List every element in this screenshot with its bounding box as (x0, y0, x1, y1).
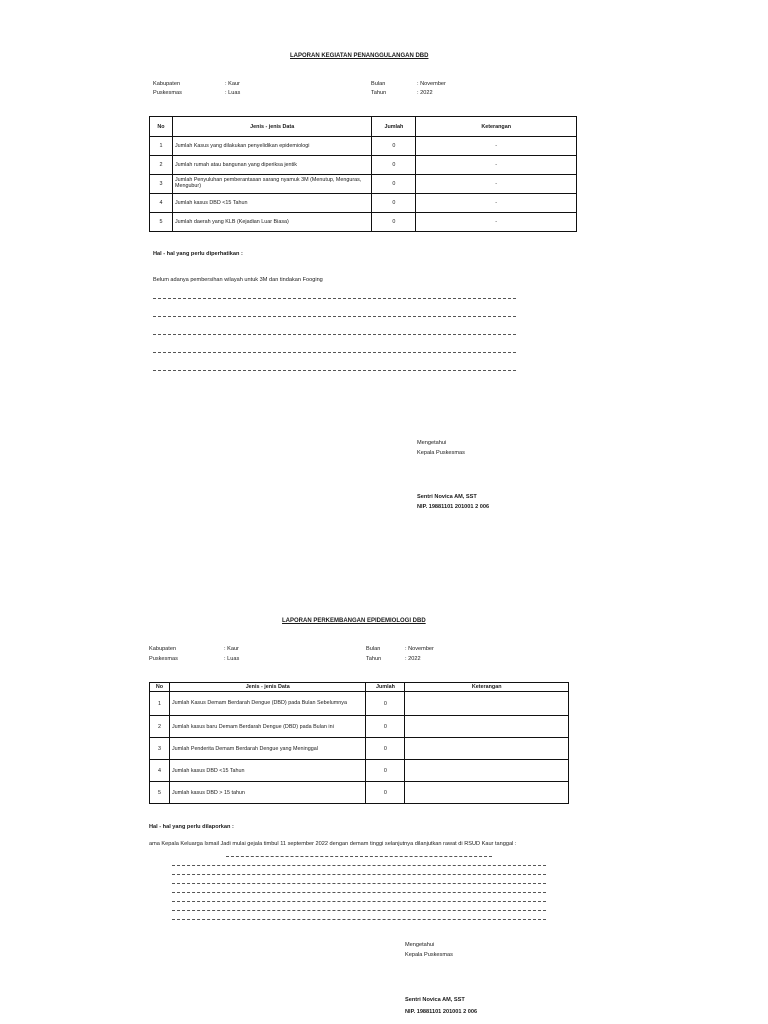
table-row (150, 175, 577, 194)
row-jenis: Jumlah rumah atau bangunan yang diperiksa jentik (172, 156, 371, 175)
row-keterangan: - (416, 156, 577, 175)
header-no: No (150, 117, 173, 137)
bulan-label: Bulan (371, 81, 386, 87)
row-jenis: Jumlah daerah yang KLB (Kejadian Luar Biasa) (172, 213, 371, 232)
signer-name: Sentri Novica AM, SST (417, 494, 477, 500)
puskesmas-value: : Luas (224, 656, 240, 662)
bulan-label: Bulan (366, 646, 381, 652)
notes-heading: Hal - hal yang perlu diperhatikan : (153, 251, 243, 257)
report-1-table (149, 116, 577, 232)
dotted-line (153, 352, 516, 353)
table-row (150, 156, 577, 175)
header-keterangan: Keterangan (416, 117, 577, 137)
row-no: 5 (150, 213, 173, 232)
notes-text: Belum adanya pembersihan wilayah untuk 3M dan tindakan Fooging (153, 277, 323, 283)
sign-kepala-puskesmas: Kepala Puskesmas (405, 952, 453, 958)
table-row (150, 782, 569, 804)
kabupaten-label: Kabupaten (149, 646, 177, 652)
row-keterangan: - (416, 213, 577, 232)
row-jenis: Jumlah kasus baru Demam Berdarah Dengue (DBD) pada Bulan ini (169, 716, 365, 738)
row-jumlah: 0 (372, 137, 416, 156)
dotted-line (172, 901, 546, 902)
report-2-table (149, 682, 569, 804)
report-1-title: LAPORAN KEGIATAN PENANGGULANGAN DBD (290, 53, 429, 59)
report-2-title: LAPORAN PERKEMBANGAN EPIDEMIOLOGI DBD (282, 618, 426, 624)
dotted-line (172, 892, 546, 893)
row-keterangan: - (416, 175, 577, 194)
tahun-label: Tahun (366, 656, 382, 662)
notes-text: ama Kepala Keluarga Ismail Jadi mulai gejala timbul 11 september 2022 dengan demam tinggi selanjutnya dilanjutkan rawat di RSUD Kaur tanggal : (149, 841, 517, 847)
row-jenis: Jumlah kasus DBD <15 Tahun (169, 760, 365, 782)
row-no: 3 (150, 175, 173, 194)
row-jenis: Jumlah Kasus Demam Berdarah Dengue (DBD) pada Bulan Sebelumnya (169, 692, 365, 716)
sign-mengetahui: Mengetahui (417, 440, 447, 446)
bulan-value: : November (405, 646, 434, 652)
kabupaten-value: : Kaur (225, 81, 240, 87)
row-no: 1 (150, 692, 170, 716)
row-jumlah: 0 (366, 760, 405, 782)
table-row (150, 738, 569, 760)
table-row (150, 194, 577, 213)
row-jumlah: 0 (366, 716, 405, 738)
signer-name: Sentri Novica AM, SST (405, 997, 465, 1003)
dotted-line (153, 316, 516, 317)
signer-nip: NIP. 19881101 201001 2 006 (405, 1009, 478, 1015)
row-jenis: Jumlah Kasus yang dilakukan penyelidikan epidemiologi (172, 137, 371, 156)
header-jenis: Jenis - jenis Data (172, 117, 371, 137)
header-jumlah: Jumlah (366, 683, 405, 692)
row-keterangan (405, 738, 569, 760)
dotted-line (172, 919, 546, 920)
dotted-line (172, 865, 546, 866)
row-keterangan (405, 760, 569, 782)
bulan-value: : November (417, 81, 446, 87)
row-keterangan (405, 782, 569, 804)
sign-kepala-puskesmas: Kepala Puskesmas (417, 450, 465, 456)
dotted-line (153, 370, 516, 371)
puskesmas-value: : Luas (225, 90, 241, 96)
tahun-value: : 2022 (405, 656, 421, 662)
kabupaten-label: Kabupaten (153, 81, 181, 87)
row-jumlah: 0 (372, 175, 416, 194)
row-keterangan: - (416, 137, 577, 156)
row-no: 5 (150, 782, 170, 804)
tahun-label: Tahun (371, 90, 387, 96)
table-row (150, 213, 577, 232)
row-no: 3 (150, 738, 170, 760)
row-jenis: Jumlah kasus DBD > 15 tahun (169, 782, 365, 804)
header-jumlah: Jumlah (372, 117, 416, 137)
table-row (150, 137, 577, 156)
notes-heading: Hal - hal yang perlu dilaporkan : (149, 824, 234, 830)
dotted-line (172, 874, 546, 875)
header-no: No (150, 683, 170, 692)
row-jenis: Jumlah kasus DBD <15 Tahun (172, 194, 371, 213)
row-keterangan (405, 692, 569, 716)
row-jumlah: 0 (372, 156, 416, 175)
row-jumlah: 0 (372, 213, 416, 232)
row-jenis: Jumlah Penderita Demam Berdarah Dengue yang Meninggal (169, 738, 365, 760)
row-keterangan: - (416, 194, 577, 213)
signer-nip: NIP. 19881101 201001 2 006 (417, 504, 490, 510)
row-jumlah: 0 (366, 738, 405, 760)
table-header-row (150, 683, 569, 692)
table-header-row (150, 117, 577, 137)
row-no: 4 (150, 194, 173, 213)
dotted-line (172, 883, 546, 884)
puskesmas-label: Puskesmas (149, 656, 178, 662)
dotted-line (153, 334, 516, 335)
puskesmas-label: Puskesmas (153, 90, 182, 96)
row-jenis: Jumlah Penyuluhan pemberantasan sarang nyamuk 3M (Menutup, Menguras, Mengubur) (172, 175, 371, 194)
dotted-line (172, 910, 546, 911)
kabupaten-value: : Kaur (224, 646, 239, 652)
row-jumlah: 0 (366, 692, 405, 716)
dotted-line (226, 856, 492, 857)
header-keterangan: Keterangan (405, 683, 569, 692)
row-no: 1 (150, 137, 173, 156)
table-row (150, 716, 569, 738)
sign-mengetahui: Mengetahui (405, 942, 435, 948)
table-row (150, 692, 569, 716)
header-jenis: Jenis - jenis Data (169, 683, 365, 692)
dotted-line (153, 298, 516, 299)
row-keterangan (405, 716, 569, 738)
table-row (150, 760, 569, 782)
row-no: 4 (150, 760, 170, 782)
row-no: 2 (150, 716, 170, 738)
tahun-value: : 2022 (417, 90, 433, 96)
row-jumlah: 0 (366, 782, 405, 804)
row-no: 2 (150, 156, 173, 175)
row-jumlah: 0 (372, 194, 416, 213)
